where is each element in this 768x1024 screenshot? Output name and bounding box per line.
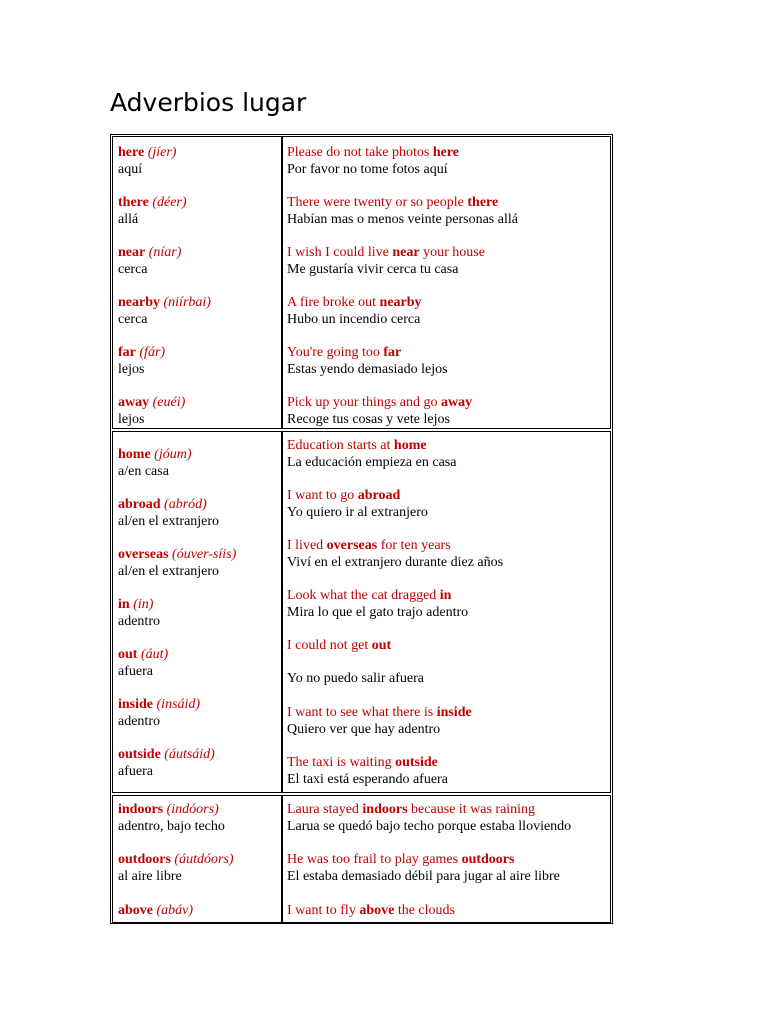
example-cell — [287, 344, 448, 378]
adverb-word: abroad — [118, 497, 161, 512]
adverb-word: out — [118, 647, 138, 662]
example-cell — [287, 487, 428, 521]
adverb-word: away — [118, 395, 150, 410]
example-english: I lived — [287, 538, 327, 553]
adverb-pronunciation: (indóors) — [166, 802, 219, 817]
table-row — [118, 646, 168, 680]
adverb-translation: allá — [118, 212, 139, 227]
table-row — [118, 746, 215, 780]
example-keyword: above — [359, 903, 395, 918]
example-spanish: La educación empieza en casa — [287, 455, 457, 470]
table-row — [118, 496, 219, 530]
adverb-pronunciation: (áutsáid) — [164, 747, 215, 762]
adverb-word: indoors — [118, 802, 164, 817]
example-english: I wish I could live — [287, 245, 393, 260]
example-cell — [287, 294, 422, 328]
adverb-word: nearby — [118, 295, 160, 310]
adverb-translation: a/en casa — [118, 464, 169, 479]
example-english: Education starts at — [287, 438, 394, 453]
adverb-word: far — [118, 345, 136, 360]
example-cell — [287, 144, 459, 178]
table-row — [118, 546, 236, 580]
adverb-translation: afuera — [118, 664, 153, 679]
example-cell — [287, 754, 448, 788]
example-keyword: abroad — [357, 488, 401, 503]
example-cell — [287, 394, 472, 428]
page-title: Adverbios lugar — [110, 88, 307, 117]
example-spanish: Mira lo que el gato trajo adentro — [287, 605, 469, 620]
example-english: The taxi is waiting — [287, 755, 396, 770]
example-english: He was too frail to play games — [287, 852, 462, 867]
example-cell — [287, 637, 424, 687]
example-cell — [287, 437, 456, 471]
adverb-word: there — [118, 195, 149, 210]
example-keyword: outdoors — [461, 852, 515, 867]
adverb-pronunciation: (in) — [133, 597, 154, 612]
example-keyword: nearby — [379, 295, 422, 310]
example-english: There were twenty or so people — [287, 195, 468, 210]
adverb-pronunciation: (áutdóors) — [174, 852, 234, 867]
example-keyword: overseas — [326, 538, 378, 553]
example-english: Pick up your things and go — [287, 395, 441, 410]
adverb-pronunciation: (abród) — [164, 497, 207, 512]
adverb-translation: lejos — [118, 412, 145, 427]
adverb-translation: aquí — [118, 162, 143, 177]
table-row — [118, 596, 160, 630]
example-english: You're going too — [287, 345, 384, 360]
example-english: I want to fly — [287, 903, 360, 918]
table-row — [118, 294, 211, 328]
column-divider — [281, 137, 283, 428]
example-keyword: outside — [395, 755, 438, 770]
example-spanish: Estas yendo demasiado lejos — [287, 362, 448, 377]
example-english-tail: because it was raining — [407, 802, 536, 817]
adverb-pronunciation: (euéi) — [152, 395, 186, 410]
example-keyword: out — [371, 638, 392, 653]
adverb-word: inside — [118, 697, 154, 712]
adverb-word: outside — [118, 747, 161, 762]
adverb-word: overseas — [118, 547, 169, 562]
example-spanish: Hubo un incendio cerca — [287, 312, 421, 327]
example-cell — [287, 704, 472, 738]
example-cell — [287, 801, 571, 835]
example-english: I could not get — [287, 638, 372, 653]
table-section-1 — [112, 136, 611, 429]
example-keyword: here — [432, 145, 459, 160]
adverbs-table — [110, 134, 613, 924]
adverb-word: near — [118, 245, 146, 260]
example-keyword: home — [393, 438, 427, 453]
table-row — [118, 244, 181, 278]
adverb-word: above — [118, 903, 153, 918]
adverb-translation: cerca — [118, 262, 148, 277]
example-keyword: away — [441, 395, 473, 410]
example-spanish: Quiero ver que hay adentro — [287, 722, 441, 737]
adverb-translation: adentro — [118, 714, 160, 729]
adverb-translation: afuera — [118, 764, 153, 779]
example-spanish: Viví en el extranjero durante diez años — [287, 555, 504, 570]
table-row — [118, 446, 192, 480]
example-spanish: Por favor no tome fotos aquí — [287, 162, 448, 177]
example-english-tail: the clouds — [394, 903, 455, 918]
example-english-tail: for ten years — [377, 538, 451, 553]
column-divider — [281, 796, 283, 922]
adverb-translation: lejos — [118, 362, 145, 377]
adverb-translation: cerca — [118, 312, 148, 327]
adverb-pronunciation: (insáid) — [156, 697, 201, 712]
table-row — [118, 144, 176, 178]
adverb-word: here — [118, 145, 145, 160]
example-spanish: Habían mas o menos veinte personas allá — [287, 212, 518, 227]
example-cell — [287, 587, 468, 621]
example-keyword: inside — [436, 705, 472, 720]
example-keyword: far — [383, 345, 402, 360]
example-cell — [287, 194, 518, 228]
adverb-pronunciation: (niírbai) — [163, 295, 211, 310]
example-spanish: El estaba demasiado débil para jugar al aire libre — [287, 869, 560, 884]
adverb-pronunciation: (áut) — [140, 647, 169, 662]
example-keyword: indoors — [362, 802, 408, 817]
example-spanish: Recoge tus cosas y vete lejos — [287, 412, 450, 427]
example-english: A fire broke out — [287, 295, 380, 310]
example-english: Look what the cat dragged — [287, 588, 440, 603]
adverb-translation: al aire libre — [118, 869, 182, 884]
example-english: I want to go — [287, 488, 358, 503]
table-row — [118, 394, 185, 428]
example-cell — [287, 851, 560, 885]
example-english: Laura stayed — [287, 802, 363, 817]
adverb-pronunciation: (óuver-síis) — [172, 547, 237, 562]
adverb-translation: adentro, bajo techo — [118, 819, 225, 834]
table-row — [118, 696, 200, 730]
adverb-pronunciation: (jíer) — [147, 145, 177, 160]
example-english-tail: your house — [419, 245, 485, 260]
example-english: I want to see what there is — [287, 705, 437, 720]
example-cell — [287, 537, 503, 571]
table-row — [118, 194, 187, 228]
example-keyword: near — [392, 245, 420, 260]
adverb-word: in — [118, 597, 130, 612]
adverb-translation: al/en el extranjero — [118, 564, 220, 579]
example-keyword: there — [467, 195, 499, 210]
example-spanish: El taxi está esperando afuera — [287, 772, 448, 787]
table-row — [118, 344, 165, 378]
adverb-pronunciation: (níar) — [148, 245, 182, 260]
example-english: Please do not take photos — [287, 145, 433, 160]
adverb-pronunciation: (jóum) — [154, 447, 192, 462]
example-cell — [287, 244, 485, 278]
adverb-pronunciation: (déer) — [152, 195, 187, 210]
adverb-pronunciation: (fár) — [139, 345, 166, 360]
adverb-word: outdoors — [118, 852, 171, 867]
table-row — [118, 801, 225, 835]
example-cell — [287, 902, 455, 919]
adverb-translation: al/en el extranjero — [118, 514, 220, 529]
table-section-3 — [112, 795, 611, 923]
example-spanish: Larua se quedó bajo techo porque estaba lloviendo — [287, 819, 572, 834]
column-divider — [281, 432, 283, 792]
adverb-word: home — [118, 447, 151, 462]
adverb-pronunciation: (abáv) — [156, 903, 194, 918]
example-spanish: Yo no puedo salir afuera — [287, 671, 424, 686]
example-spanish: Me gustaría vivir cerca tu casa — [287, 262, 459, 277]
example-spanish: Yo quiero ir al extranjero — [287, 505, 428, 520]
table-section-2 — [112, 431, 611, 793]
table-row — [118, 902, 193, 919]
adverb-translation: adentro — [118, 614, 160, 629]
table-row — [118, 851, 234, 885]
example-keyword: in — [439, 588, 452, 603]
